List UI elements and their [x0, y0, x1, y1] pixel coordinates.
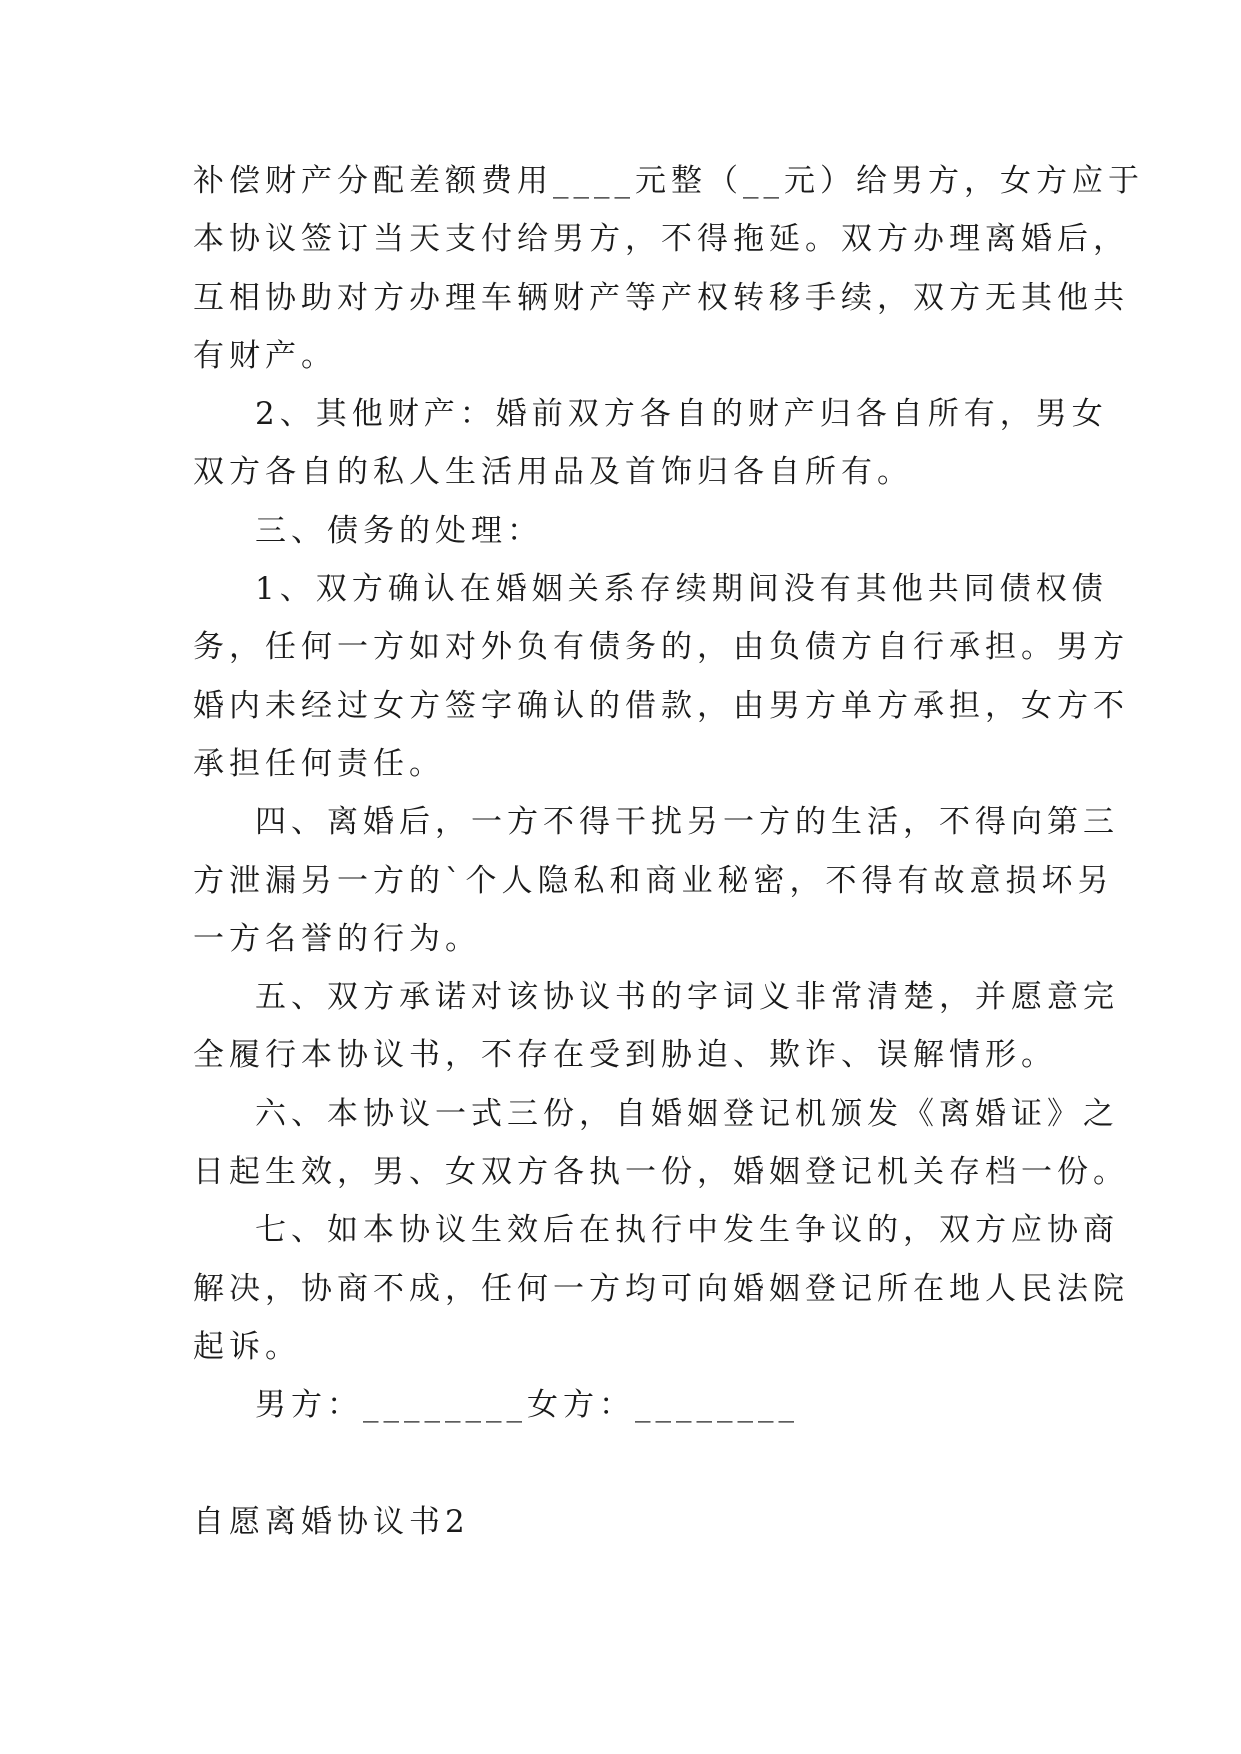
- text-line: 五、双方承诺对该协议书的字词义非常清楚，并愿意完: [255, 979, 1119, 1016]
- text-line: 1、双方确认在婚姻关系存续期间没有其他共同债权债: [255, 571, 1108, 608]
- text-line: 方泄漏另一方的`个人隐私和商业秘密，不得有故意损坏另: [193, 862, 1114, 899]
- text-line: 2、其他财产：婚前双方各自的财产归各自所有，男女: [255, 396, 1108, 433]
- text-line: 互相协助对方办理车辆财产等产权转移手续，双方无其他共: [193, 279, 1129, 316]
- section-heading: 三、债务的处理：: [255, 512, 543, 549]
- document-page: [193, 152, 1144, 1551]
- text-line: 解决，协商不成，任何一方均可向婚姻登记所在地人民法院: [193, 1270, 1129, 1307]
- text-line: 四、离婚后，一方不得干扰另一方的生活，不得向第三: [255, 804, 1119, 841]
- signature-line: 男方：________女方：________: [255, 1387, 799, 1424]
- text-line: 日起生效，男、女双方各执一份，婚姻登记机关存档一份。: [193, 1154, 1129, 1191]
- text-line: 承担任何责任。: [193, 745, 445, 782]
- text-line: 一方名誉的行为。: [193, 920, 481, 957]
- text-line: 务，任何一方如对外负有债务的，由负债方自行承担。男方: [193, 629, 1129, 666]
- text-line: 婚内未经过女方签字确认的借款，由男方单方承担，女方不: [193, 687, 1129, 724]
- text-line: 有财产。: [193, 337, 337, 374]
- spacer: [193, 1435, 1053, 1493]
- text-line: 双方各自的私人生活用品及首饰归各自所有。: [193, 454, 913, 491]
- text-line: 七、如本协议生效后在执行中发生争议的，双方应协商: [255, 1212, 1119, 1249]
- text-line: 六、本协议一式三份，自婚姻登记机颁发《离婚证》之: [255, 1095, 1119, 1132]
- text-line: 补偿财产分配差额费用____元整（__元）给男方，女方应于: [193, 163, 1144, 199]
- text-line: 全履行本协议书，不存在受到胁迫、欺诈、误解情形。: [193, 1037, 1057, 1074]
- next-section-title: 自愿离婚协议书2: [193, 1503, 470, 1540]
- text-line: 起诉。: [193, 1328, 301, 1365]
- text-line: 本协议签订当天支付给男方，不得拖延。双方办理离婚后，: [193, 221, 1129, 258]
